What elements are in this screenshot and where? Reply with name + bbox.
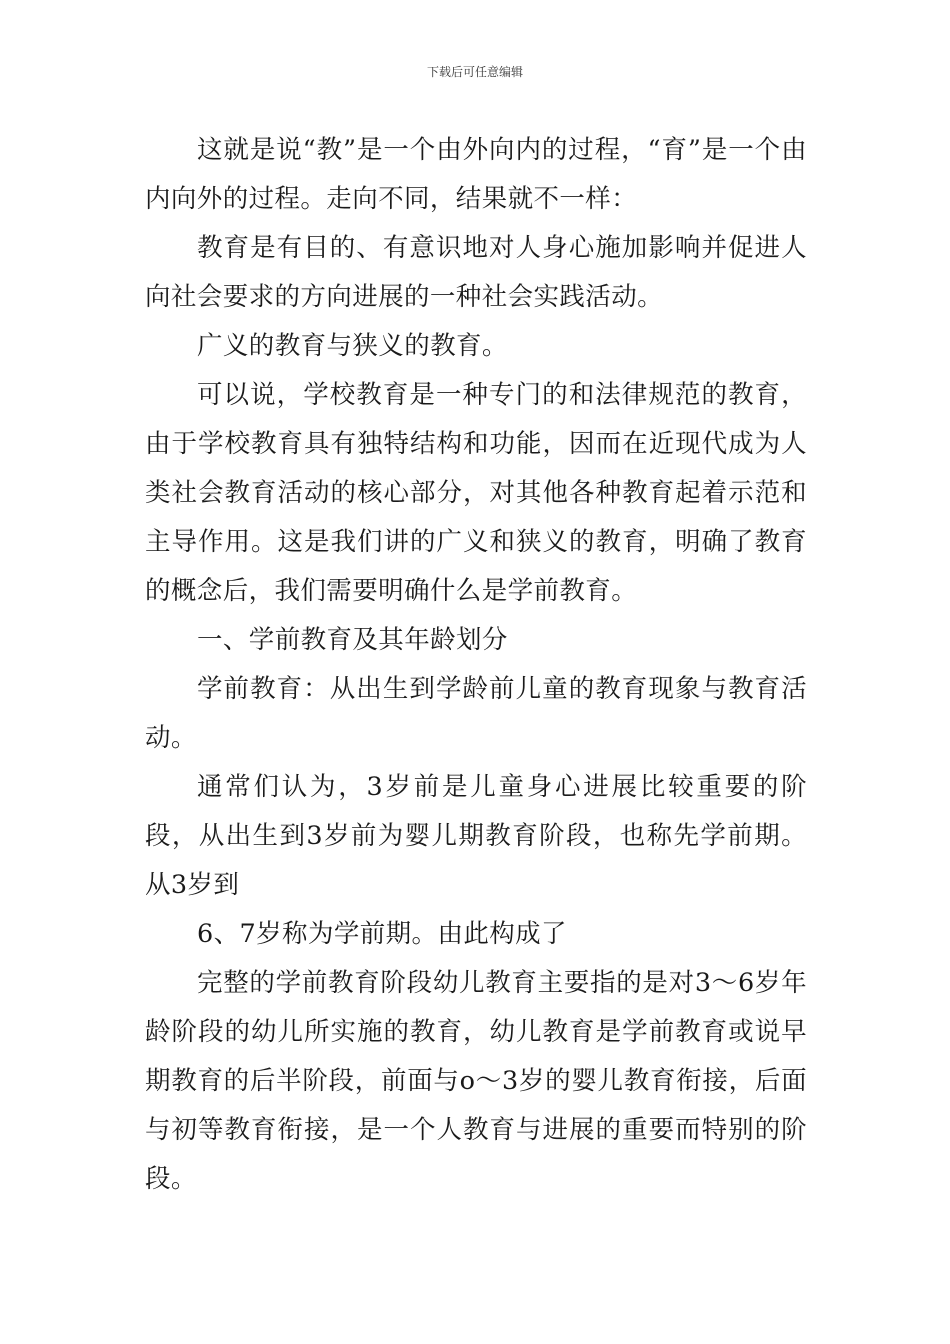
paragraph-7: 通常们认为，3岁前是儿童身心进展比较重要的阶段，从出生到3岁前为婴儿期教育阶段，也称先学前期。从3岁到 — [145, 772, 807, 900]
paragraph-6: 学前教育：从出生到学龄前儿童的教育现象与教育活动。 — [145, 674, 807, 753]
section-heading: 一、学前教育及其年龄划分 — [197, 625, 508, 655]
paragraph-8: 6、7岁称为学前期。由此构成了 — [197, 919, 567, 949]
paragraph-9: 完整的学前教育阶段幼儿教育主要指的是对3～6岁年龄阶段的幼儿所实施的教育，幼儿教育是学前教育或说早期教育的后半阶段，前面与o～3岁的婴儿教育衔接，后面与初等教育衔接，是一个人教育与进展的重要而特别的阶段。 — [145, 968, 807, 1194]
paragraph-1: 这就是说“教”是一个由外向内的过程，“育”是一个由内向外的过程。走向不同，结果就不一样： — [145, 135, 807, 214]
paragraph-3: 广义的教育与狭义的教育。 — [197, 331, 508, 361]
header-note: 下载后可任意编辑 — [426, 65, 523, 79]
paragraph-4: 可以说，学校教育是一种专门的和法律规范的教育，由于学校教育具有独特结构和功能，因而在近现代成为人类社会教育活动的核心部分，对其他各种教育起着示范和主导作用。这是我们讲的广义和狭义的教育，明确了教育的概念后，我们需要明确什么是学前教育。 — [145, 380, 807, 606]
document-body — [145, 126, 807, 1204]
paragraph-2: 教育是有目的、有意识地对人身心施加影响并促进人向社会要求的方向进展的一种社会实践活动。 — [145, 233, 807, 312]
